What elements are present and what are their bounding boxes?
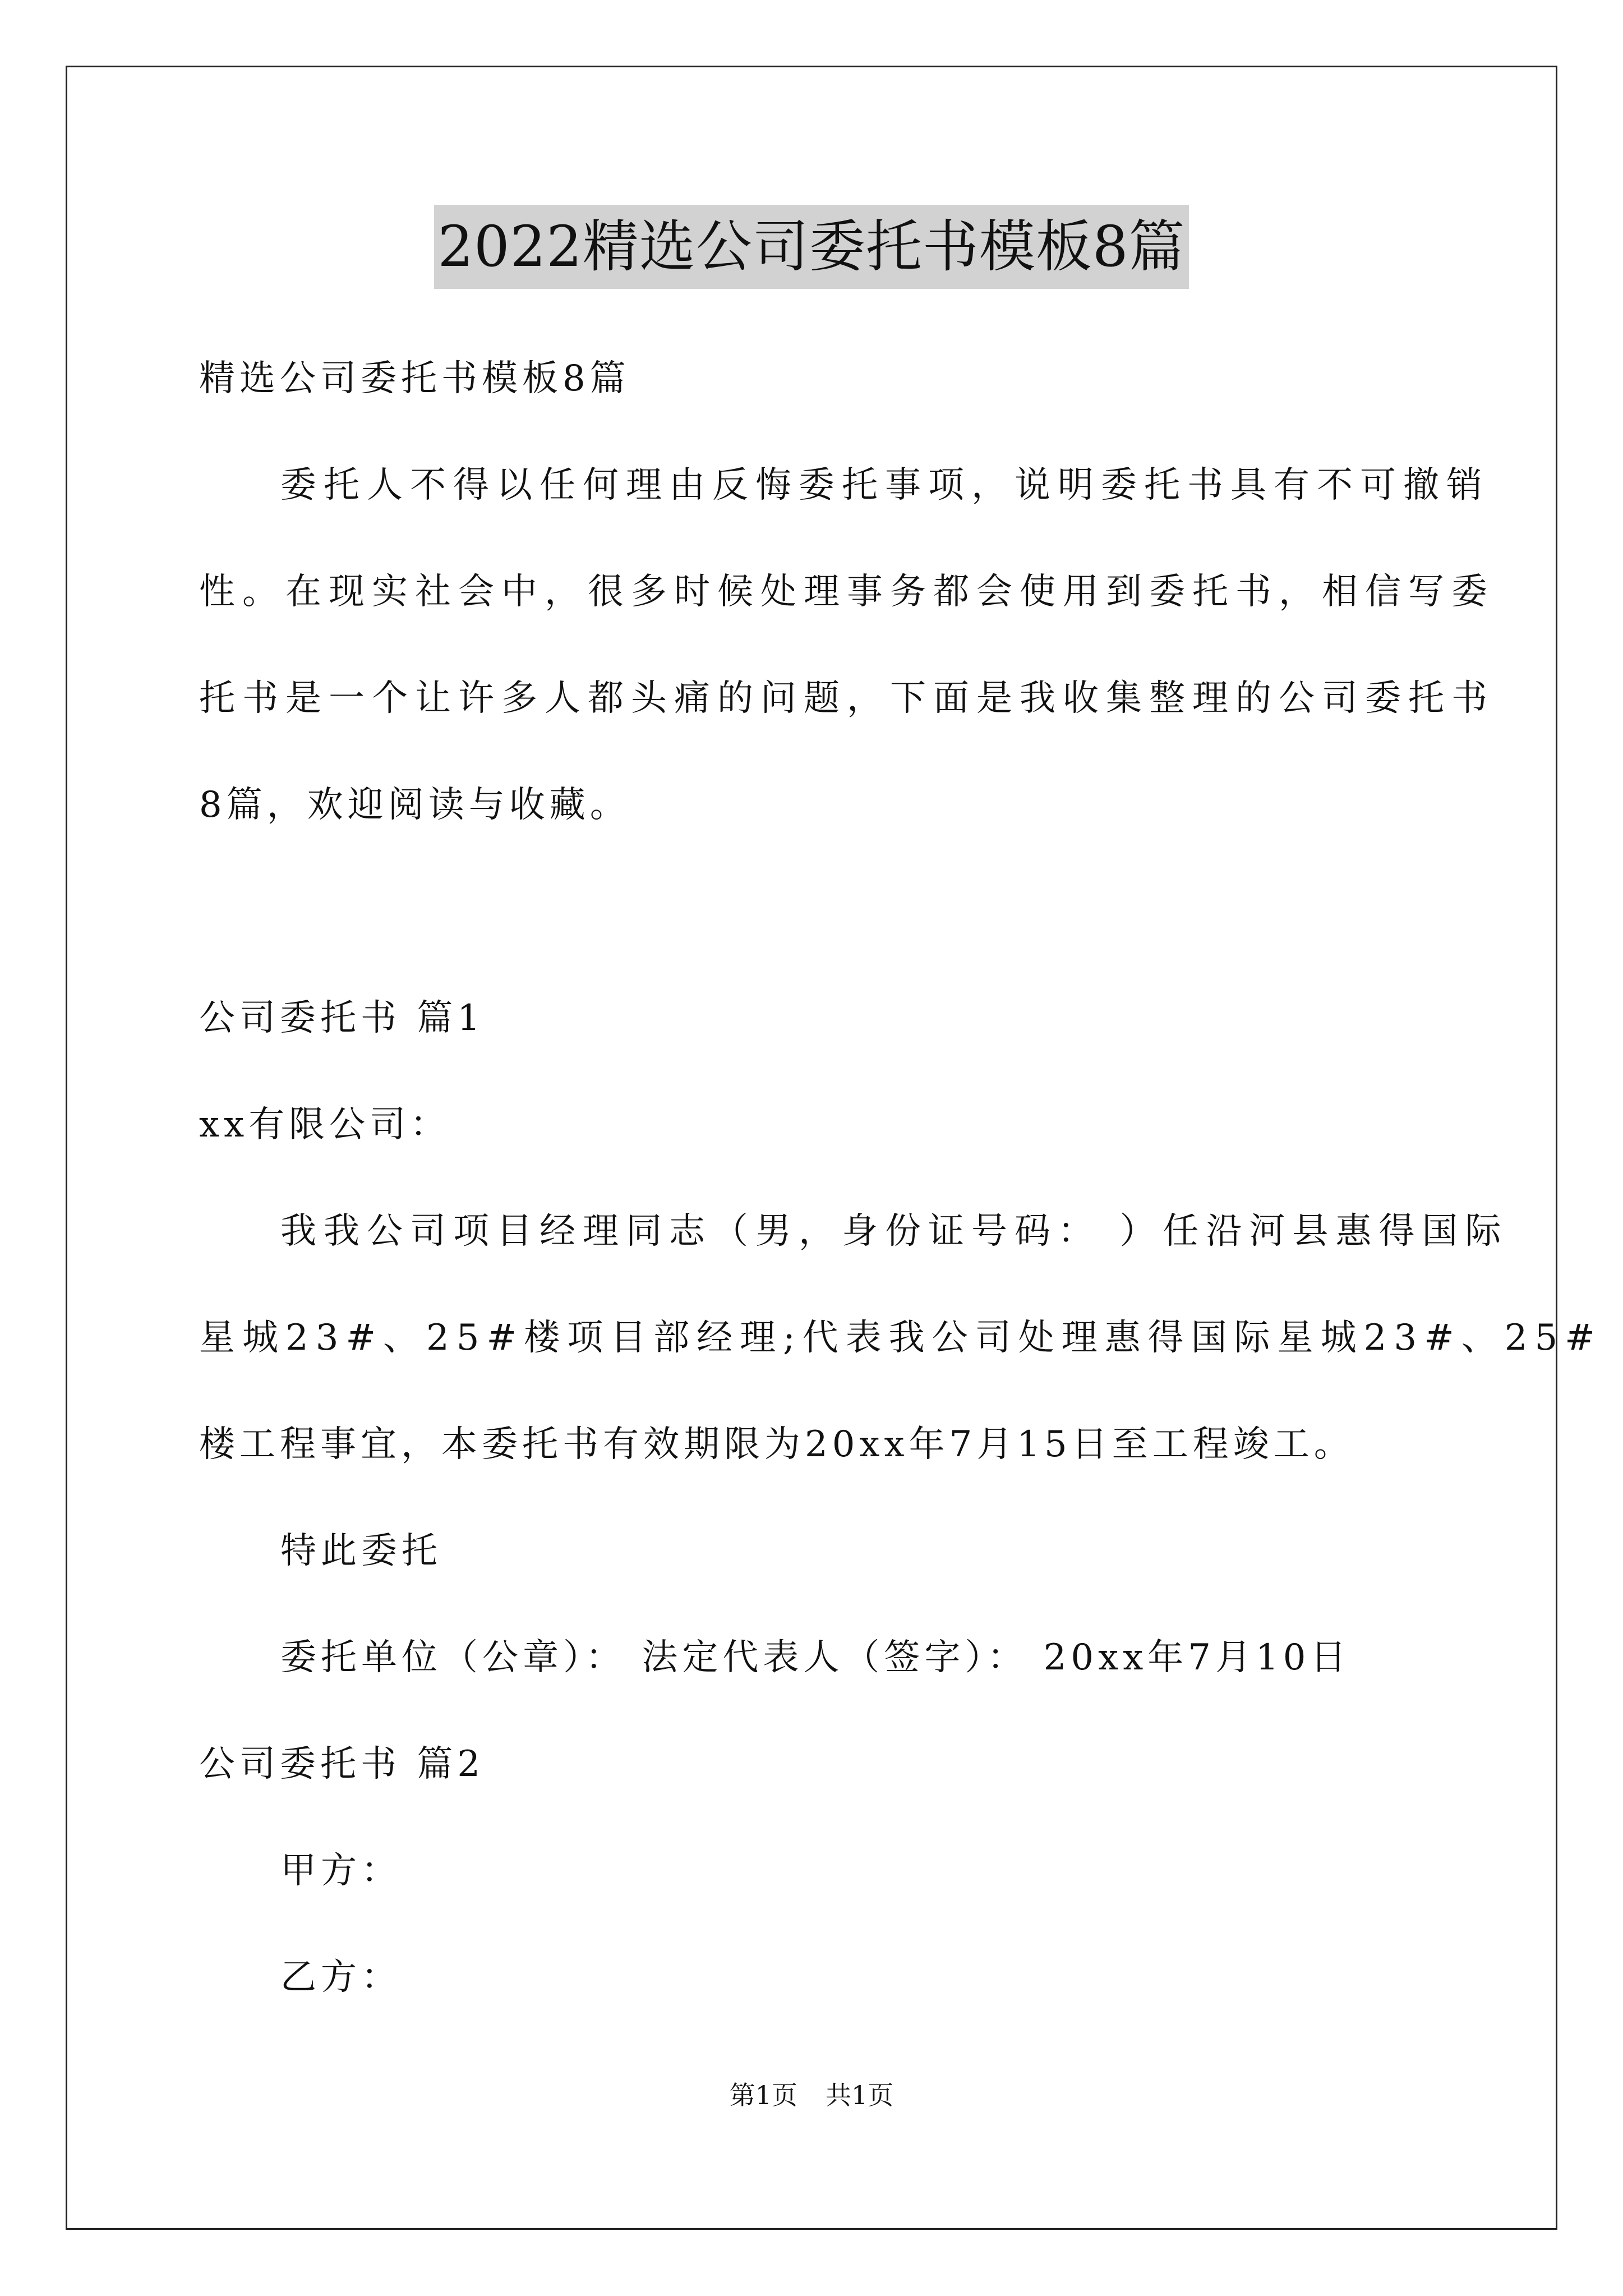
title-container xyxy=(0,205,1623,289)
intro-line-1: 委托人不得以任何理由反悔委托事项，说明委托书具有不可撤销 xyxy=(280,464,1490,506)
section2-party-b: 乙方： xyxy=(280,1957,402,1998)
section1-signature: 委托单位（公章）： 法定代表人（签字）： 20xx年7月10日 xyxy=(280,1637,1351,1678)
page-number-current: 第1页 xyxy=(729,2080,797,2110)
section2-party-a: 甲方： xyxy=(280,1850,402,1892)
section1-body-line-2: 星城23#、25#楼项目部经理;代表我公司处理惠得国际星城23#、25# xyxy=(199,1317,1602,1359)
intro-line-3: 托书是一个让许多人都头痛的问题，下面是我收集整理的公司委托书 xyxy=(199,678,1495,719)
intro-line-2: 性。在现实社会中，很多时候处理事务都会使用到委托书，相信写委 xyxy=(199,571,1495,613)
section1-closing: 特此委托 xyxy=(280,1530,442,1572)
page-number-total: 共1页 xyxy=(826,2080,894,2110)
document-title: 2022精选公司委托书模板8篇 xyxy=(434,205,1188,289)
section1-body-line-3: 楼工程事宜，本委托书有效期限为20xx年7月15日至工程竣工。 xyxy=(199,1424,1354,1465)
intro-line-4: 8篇，欢迎阅读与收藏。 xyxy=(199,784,630,826)
section1-body-line-1: 我我公司项目经理同志（男，身份证号码： ）任沿河县惠得国际 xyxy=(280,1211,1509,1252)
section1-heading: 公司委托书 篇1 xyxy=(199,997,485,1039)
document-subtitle: 精选公司委托书模板8篇 xyxy=(199,358,630,399)
section2-heading: 公司委托书 篇2 xyxy=(199,1743,485,1785)
page-footer xyxy=(0,2076,1623,2115)
section1-addressee: xx有限公司： xyxy=(199,1104,451,1145)
